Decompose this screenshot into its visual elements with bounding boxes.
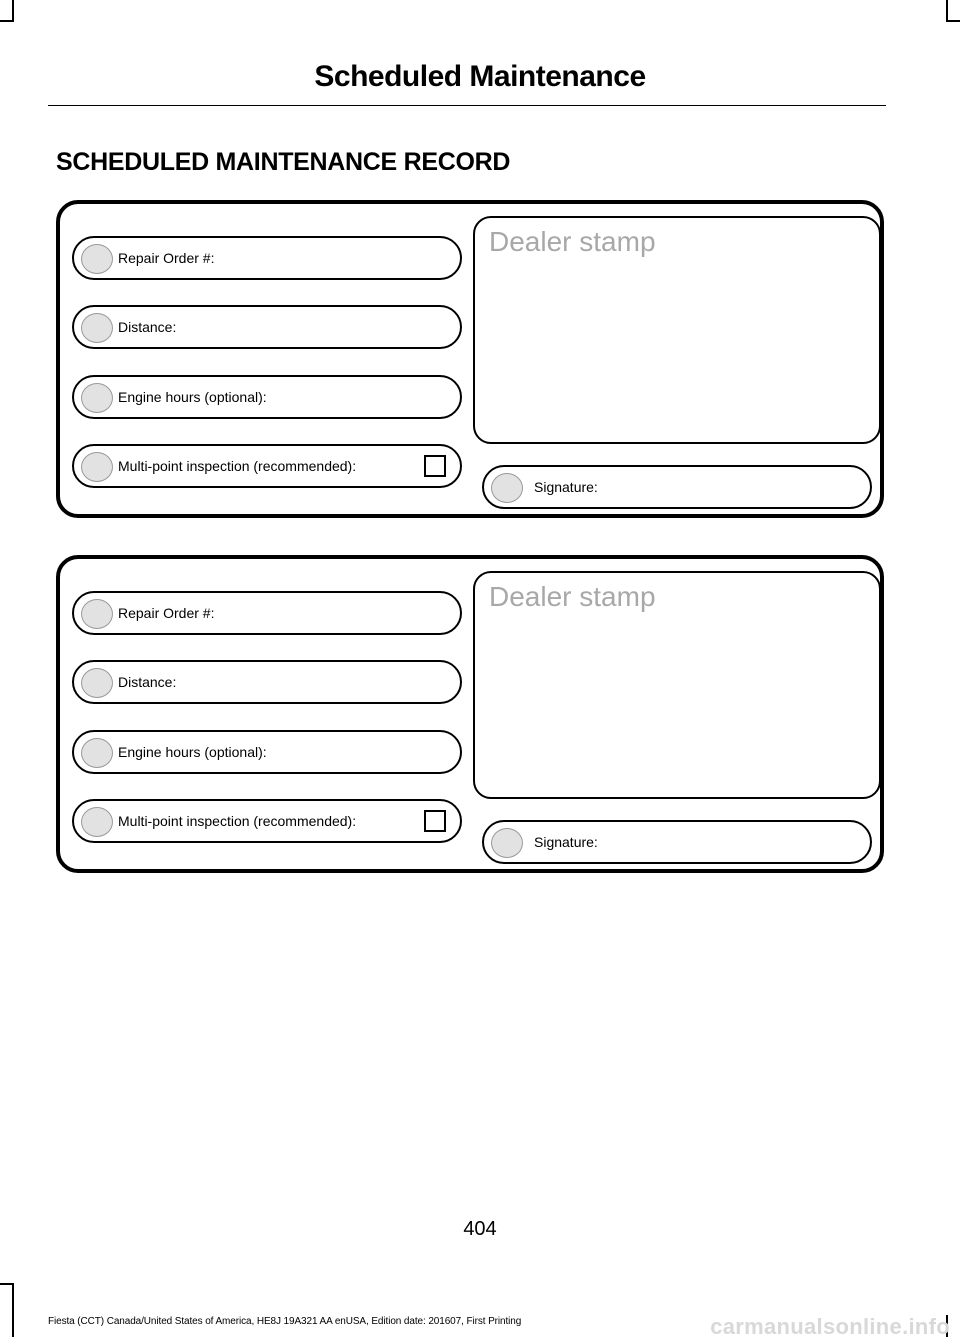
inspection-checkbox[interactable] [424, 810, 446, 832]
engine-hours-field[interactable] [72, 375, 462, 419]
field-label: Repair Order #: [118, 250, 215, 266]
distance-field[interactable] [72, 305, 462, 349]
footer-text: Fiesta (CCT) Canada/United States of America, HE8J 19A321 AA enUSA, Edition date: 201607, First Printing [48, 1316, 522, 1327]
watermark: carmanualsonline.info [710, 1314, 950, 1339]
dealer-stamp-box [473, 571, 881, 799]
field-marker-icon [81, 313, 113, 343]
maintenance-record-card [56, 555, 884, 873]
field-marker-icon [81, 668, 113, 698]
field-label: Repair Order #: [118, 605, 215, 621]
signature-field[interactable] [482, 820, 872, 864]
engine-hours-field[interactable] [72, 730, 462, 774]
field-marker-icon [81, 599, 113, 629]
section-title: SCHEDULED MAINTENANCE RECORD [56, 148, 511, 176]
field-label: Engine hours (optional): [118, 389, 267, 405]
field-label: Multi-point inspection (recommended): [118, 813, 357, 829]
dealer-stamp-label: Dealer stamp [489, 226, 656, 257]
repair-order-field[interactable] [72, 591, 462, 635]
field-label: Distance: [118, 319, 177, 335]
field-marker-icon [81, 738, 113, 768]
field-marker-icon [81, 807, 113, 837]
field-marker-icon [81, 383, 113, 413]
page-header: Scheduled Maintenance [314, 60, 646, 93]
field-marker-icon [491, 473, 523, 503]
field-marker-icon [81, 452, 113, 482]
inspection-field [72, 444, 462, 488]
dealer-stamp-box [473, 216, 881, 444]
distance-field[interactable] [72, 660, 462, 704]
crop-mark [0, 20, 14, 22]
crop-mark [946, 20, 960, 22]
page-number: 404 [463, 1218, 497, 1240]
crop-mark [12, 0, 14, 20]
field-label: Engine hours (optional): [118, 744, 267, 760]
header-divider [48, 105, 886, 106]
field-marker-icon [81, 244, 113, 274]
signature-field[interactable] [482, 465, 872, 509]
field-label: Signature: [534, 479, 598, 495]
field-label: Distance: [118, 674, 177, 690]
inspection-field [72, 799, 462, 843]
crop-mark [0, 1283, 14, 1285]
field-label: Signature: [534, 834, 598, 850]
maintenance-record-card [56, 200, 884, 518]
field-label: Multi-point inspection (recommended): [118, 458, 357, 474]
inspection-checkbox[interactable] [424, 455, 446, 477]
field-marker-icon [491, 828, 523, 858]
dealer-stamp-label: Dealer stamp [489, 581, 656, 612]
repair-order-field[interactable] [72, 236, 462, 280]
crop-mark [946, 0, 948, 20]
crop-mark [12, 1283, 14, 1337]
